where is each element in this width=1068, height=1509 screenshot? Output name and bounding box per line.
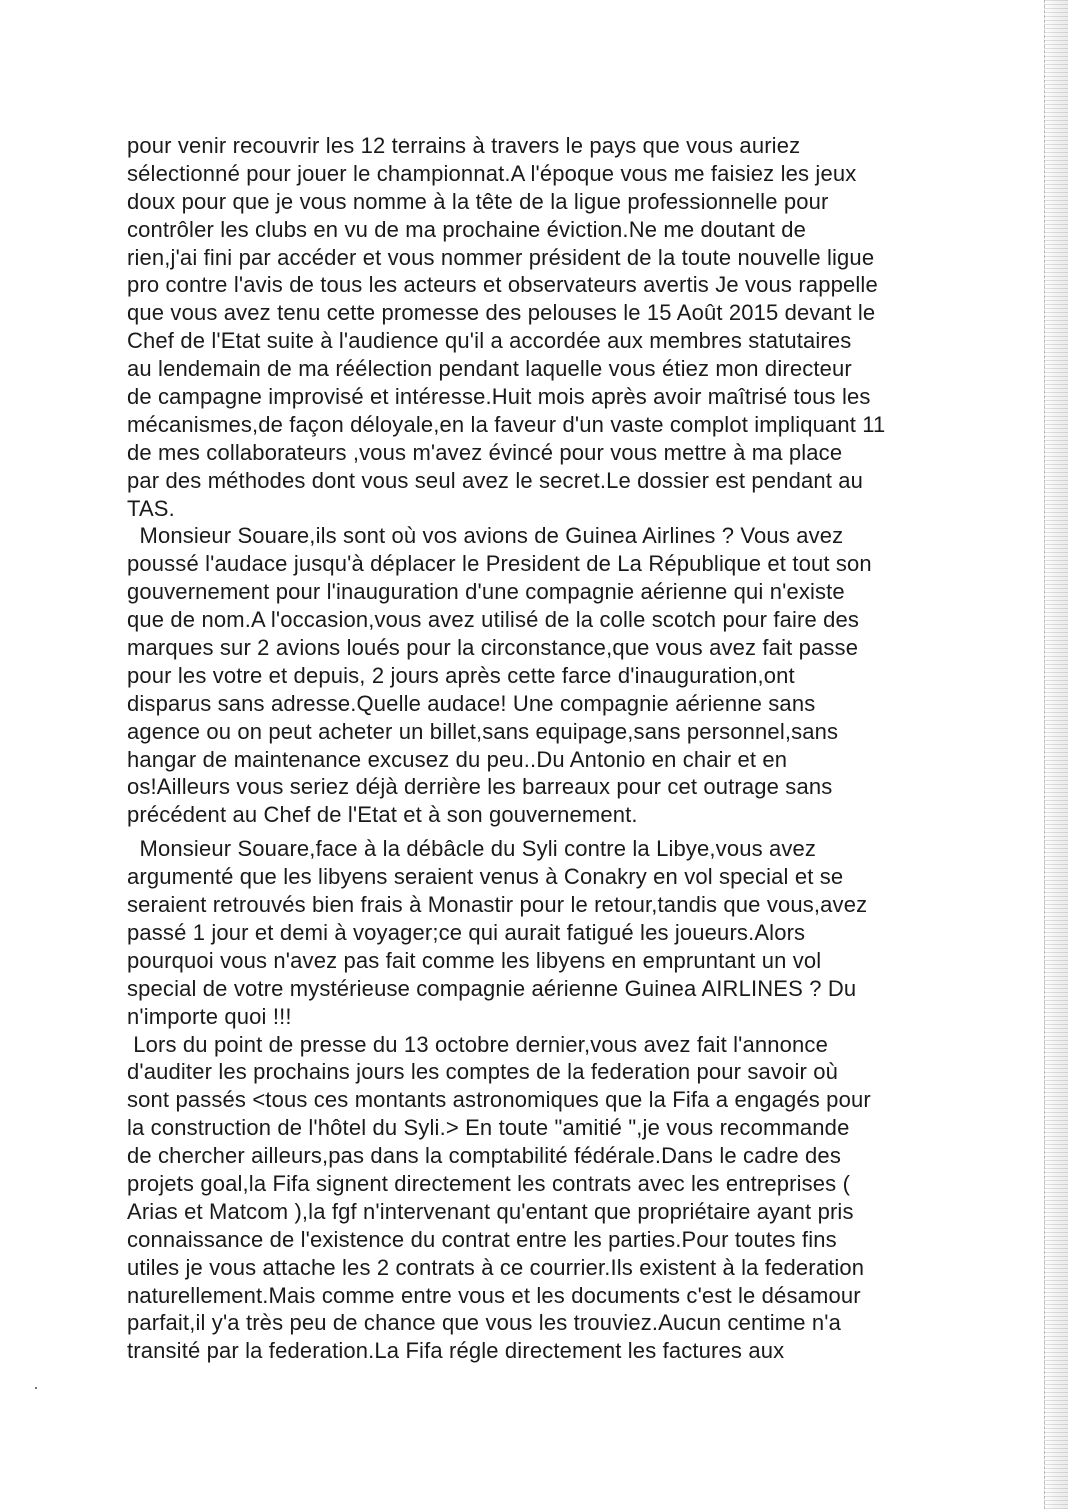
text-line: sélectionné pour jouer le championnat.A l'époque vous me faisiez les jeux (127, 160, 857, 186)
text-line: naturellement.Mais comme entre vous et les documents c'est le désamour (127, 1282, 861, 1308)
scan-edge-artifact (1044, 0, 1068, 1509)
text-line: special de votre mystérieuse compagnie aérienne Guinea AIRLINES ? Du (127, 975, 857, 1001)
text-line: marques sur 2 avions loués pour la circonstance,que vous avez fait passe (127, 635, 859, 661)
text-line: os!Ailleurs vous seriez déjà derrière les barreaux pour cet outrage sans (127, 774, 833, 800)
text-line: transité par la federation.La Fifa régle directement les factures aux (127, 1338, 785, 1364)
text-line: agence ou on peut acheter un billet,sans equipage,sans personnel,sans (127, 718, 839, 744)
text-line: poussé l'audace jusqu'à déplacer le President de La République et tout son (127, 551, 872, 577)
text-line: disparus sans adresse.Quelle audace! Une compagnie aérienne sans (127, 690, 816, 716)
text-line: connaissance de l'existence du contrat entre les parties.Pour toutes fins (127, 1226, 837, 1252)
text-line: par des méthodes dont vous seul avez le secret.Le dossier est pendant au (127, 467, 864, 493)
text-line: parfait,il y'a très peu de chance que vous les trouviez.Aucun centime n'a (127, 1310, 841, 1336)
text-line: d'auditer les prochains jours les comptes de la federation pour savoir où (127, 1059, 838, 1085)
text-line: Chef de l'Etat suite à l'audience qu'il a accordée aux membres statutaires (127, 328, 852, 354)
text-line: rien,j'ai fini par accéder et vous nommer président de la toute nouvelle ligue (127, 244, 875, 270)
text-line: précédent au Chef de l'Etat et à son gouvernement. (127, 802, 638, 828)
text-line: seraient retrouvés bien frais à Monastir pour le retour,tandis que vous,avez (127, 892, 868, 918)
text-line: passé 1 jour et demi à voyager;ce qui aurait fatigué les joueurs.Alors (127, 919, 806, 945)
text-line: de chercher ailleurs,pas dans la comptabilité fédérale.Dans le cadre des (127, 1143, 841, 1169)
text-line: utiles je vous attache les 2 contrats à ce courrier.Ils existent à la federation (127, 1254, 865, 1280)
letter-body (127, 132, 947, 1365)
text-line: de mes collaborateurs ,vous m'avez évincé pour vous mettre à ma place (127, 439, 843, 465)
text-line: pour les votre et depuis, 2 jours après cette farce d'inauguration,ont (127, 662, 795, 688)
text-line: que vous avez tenu cette promesse des pelouses le 15 Août 2015 devant le (127, 300, 876, 326)
text-line: Arias et Matcom ),la fgf n'intervenant qu'entant que propriétaire ayant pris (127, 1198, 854, 1224)
text-line: au lendemain de ma réélection pendant laquelle vous étiez mon directeur (127, 356, 852, 382)
text-line: la construction de l'hôtel du Syli.> En toute "amitié ",je vous recommande (127, 1115, 850, 1141)
text-line: mécanismes,de façon déloyale,en la faveur d'un vaste complot impliquant 11 (127, 411, 886, 437)
text-line: de campagne improvisé et intéresse.Huit mois après avoir maîtrisé tous les (127, 384, 871, 410)
text-line: gouvernement pour l'inauguration d'une compagnie aérienne qui n'existe (127, 579, 845, 605)
text-line: argumenté que les libyens seraient venus à Conakry en vol special et se (127, 864, 844, 890)
text-line: pourquoi vous n'avez pas fait comme les libyens en empruntant un vol (127, 947, 822, 973)
text-line: que de nom.A l'occasion,vous avez utilisé de la colle scotch pour faire des (127, 607, 860, 633)
text-line: pro contre l'avis de tous les acteurs et observateurs avertis Je vous rappelle (127, 272, 878, 298)
text-line: n'importe quoi !!! (127, 1003, 292, 1029)
text-line: contrôler les clubs en vu de ma prochaine éviction.Ne me doutant de (127, 216, 806, 242)
scan-speck (35, 1387, 37, 1389)
text-line: Lors du point de presse du 13 octobre dernier,vous avez fait l'annonce (127, 1031, 828, 1057)
text-line: projets goal,la Fifa signent directement les contrats avec les entreprises ( (127, 1170, 851, 1196)
text-line: Monsieur Souare,face à la débâcle du Syli contre la Libye,vous avez (127, 836, 817, 862)
text-line: doux pour que je vous nomme à la tête de la ligue professionnelle pour (127, 188, 829, 214)
text-line: TAS. (127, 495, 175, 521)
text-line: pour venir recouvrir les 12 terrains à travers le pays que vous auriez (127, 133, 801, 158)
text-line: hangar de maintenance excusez du peu..Du Antonio en chair et en (127, 746, 788, 772)
text-line: sont passés <tous ces montants astronomiques que la Fifa a engagés pour (127, 1087, 871, 1113)
text-line: Monsieur Souare,ils sont où vos avions de Guinea Airlines ? Vous avez (127, 523, 844, 549)
